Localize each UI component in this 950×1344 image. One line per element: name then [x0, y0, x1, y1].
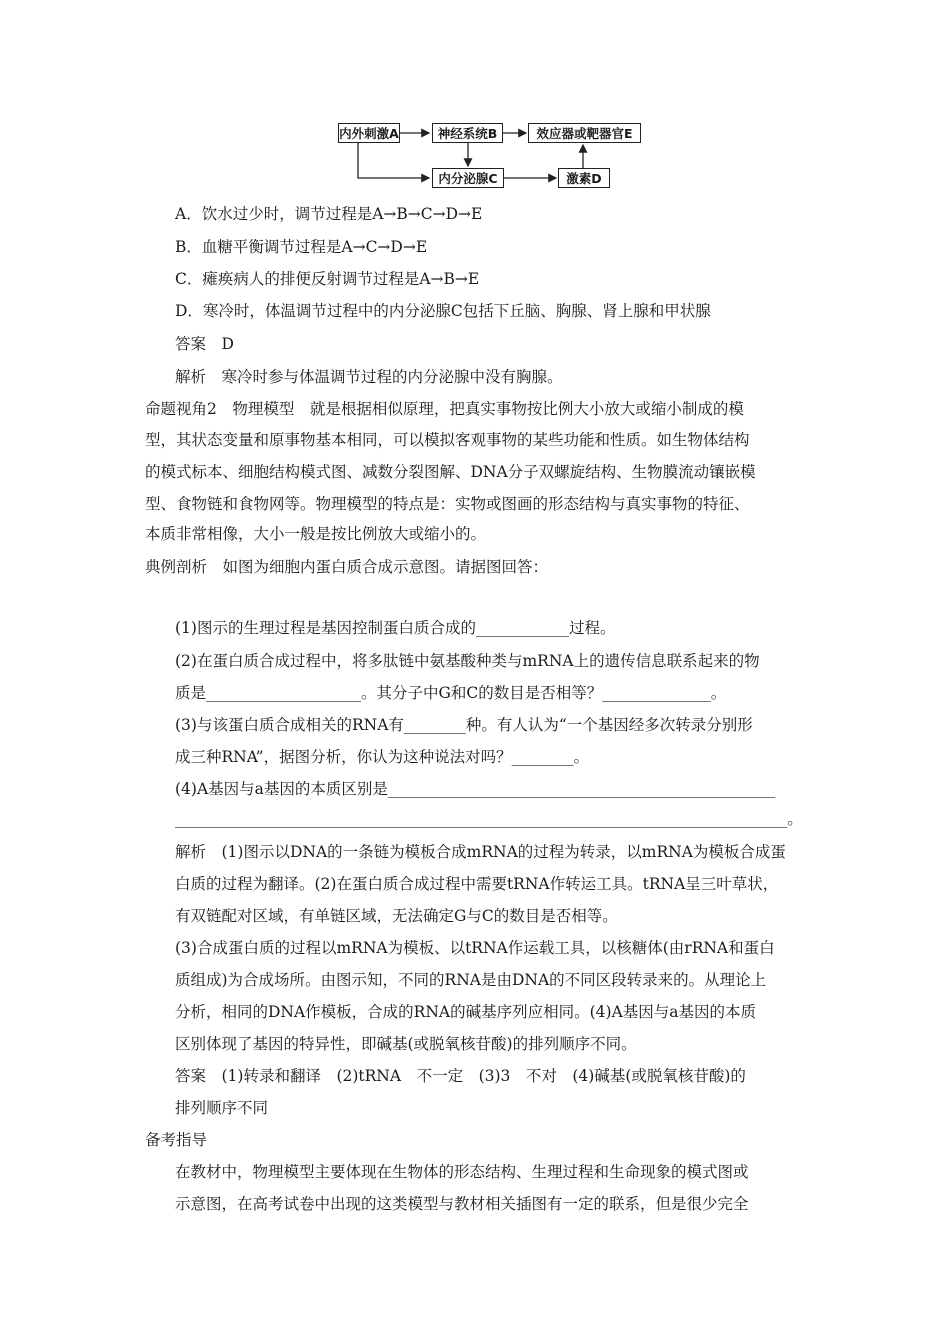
paragraph-line: 示意图，在高考试卷中出现的这类模型与教材相关插图有一定的联系，但是很少完全 — [175, 1195, 749, 1213]
question-2: (2)在蛋白质合成过程中，将多肽链中氨基酸种类与mRNA上的遗传信息联系起来的物 — [175, 652, 760, 670]
section-physical-model: 命题视角2 物理模型 就是根据相似原理，把真实事物按比例大小放大或缩小制成的模 — [145, 400, 744, 418]
paragraph-line: (3)合成蛋白质的过程以mRNA为模板、以tRNA作运载工具，以核糖体(由rRNA和蛋白 — [175, 939, 775, 957]
answer-2: 答案 (1)转录和翻译 (2)tRNA 不一定 (3)3 不对 (4)碱基(或脱氧核苷酸)的 — [175, 1067, 746, 1085]
arrow-a-to-c — [358, 143, 429, 178]
paragraph-line: 白质的过程为翻译。(2)在蛋白质合成过程中需要tRNA作转运工具。tRNA呈三叶草状， — [175, 875, 779, 893]
box-endocrine-c: 内分泌腺C — [432, 168, 504, 188]
question-1: (1)图示的生理过程是基因控制蛋白质合成的____________过程。 — [175, 619, 616, 637]
question-3: (3)与该蛋白质合成相关的RNA有________种。有人认为“一个基因经多次转录分别形 — [175, 716, 753, 734]
question-4: (4)A基因与a基因的本质区别是__________________________________________________ — [175, 780, 776, 798]
paragraph-line: 有双链配对区域，有单链区域，无法确定G与C的数目是否相等。 — [175, 907, 618, 925]
box-stimulus-a: 内外刺激A — [338, 123, 400, 143]
option-b: B．血糖平衡调节过程是A→C→D→E — [175, 238, 428, 256]
option-d: D．寒冷时，体温调节过程中的内分泌腺C包括下丘脑、胸腺、肾上腺和甲状腺 — [175, 302, 711, 320]
box-nervous-system-b: 神经系统B — [432, 123, 503, 143]
question-3-cont: 成三种RNA”，据图分析，你认为这种说法对吗？________。 — [175, 748, 590, 766]
regulation-flow-diagram — [338, 122, 643, 192]
box-hormone-d: 激素D — [558, 168, 610, 188]
analysis-1: 解析 寒冷时参与体温调节过程的内分泌腺中没有胸腺。 — [175, 368, 563, 386]
paragraph-line: 型、食物链和食物网等。物理模型的特点是：实物或图画的形态结构与真实事物的特征、 — [145, 495, 750, 513]
answer-2-cont: 排列顺序不同 — [175, 1099, 269, 1117]
analysis-2: 解析 (1)图示以DNA的一条链为模板合成mRNA的过程为转录，以mRNA为模板合成蛋 — [175, 843, 786, 861]
question-4-blank: _______________________________________________________________________________。 — [175, 810, 803, 828]
question-2-cont: 质是____________________。其分子中G和C的数目是否相等？______________。 — [175, 684, 727, 702]
option-c: C．瘫痪病人的排便反射调节过程是A→B→E — [175, 270, 480, 288]
answer-1: 答案 D — [175, 335, 234, 353]
paragraph-line: 的模式标本、细胞结构模式图、减数分裂图解、DNA分子双螺旋结构、生物膜流动镶嵌模 — [145, 463, 756, 481]
paragraph-line: 本质非常相像，大小一般是按比例放大或缩小的。 — [145, 525, 487, 543]
paragraph-line: 质组成)为合成场所。由图示知，不同的RNA是由DNA的不同区段转录来的。从理论上 — [175, 971, 767, 989]
section-exam-guide: 备考指导 — [145, 1131, 208, 1149]
example-heading: 典例剖析 如图为细胞内蛋白质合成示意图。请据图回答： — [145, 558, 549, 576]
paragraph-line: 区别体现了基因的特异性，即碱基(或脱氧核苷酸)的排列顺序不同。 — [175, 1035, 637, 1053]
option-a: A．饮水过少时，调节过程是A→B→C→D→E — [175, 205, 483, 223]
box-effector-e: 效应器或靶器官E — [528, 123, 641, 143]
paragraph-line: 在教材中，物理模型主要体现在生物体的形态结构、生理过程和生命现象的模式图或 — [175, 1163, 749, 1181]
paragraph-line: 分析，相同的DNA作模板，合成的RNA的碱基序列应相同。(4)A基因与a基因的本质 — [175, 1003, 757, 1021]
paragraph-line: 型，其状态变量和原事物基本相同，可以模拟客观事物的某些功能和性质。如生物体结构 — [145, 431, 750, 449]
